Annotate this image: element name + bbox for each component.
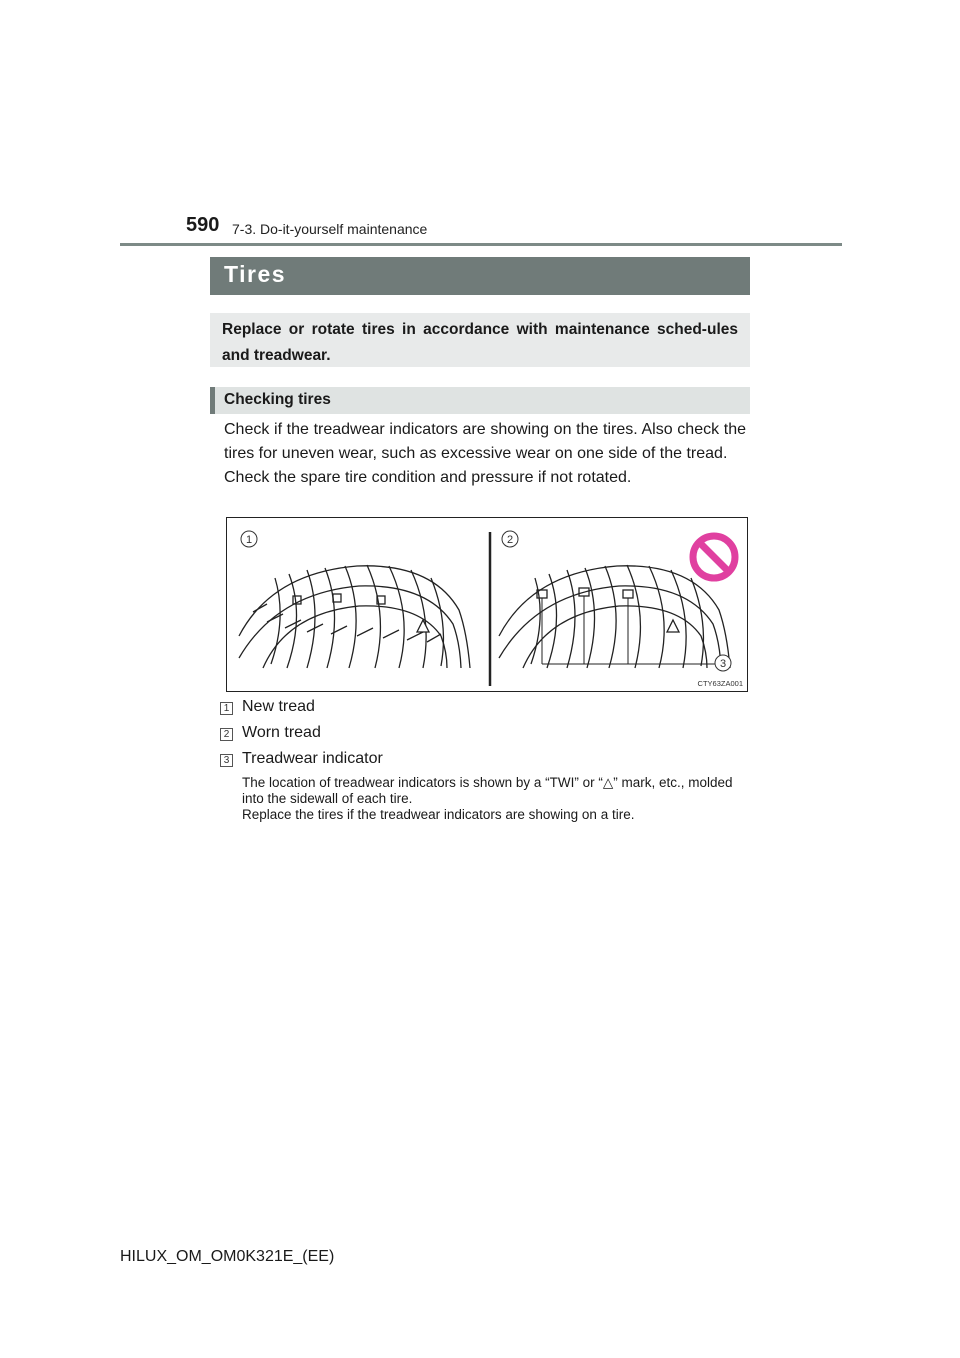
legend-item: [220, 694, 383, 720]
title-bar: [210, 257, 750, 295]
legend-item: [220, 720, 383, 746]
legend-item: [220, 746, 383, 772]
document-code: HILUX_OM_OM0K321E_(EE): [120, 1248, 335, 1265]
note-paragraph: The location of treadwear indicators is shown by a “TWI” or “△” mark, etc., molded into the sidewall of each tire.: [242, 775, 733, 806]
tire-illustration: [226, 517, 748, 692]
legend-number: 3: [220, 754, 233, 767]
header-divider: [120, 243, 842, 246]
legend-text: New tread: [242, 698, 315, 715]
figure-legend: [220, 694, 383, 772]
intro-text: Replace or rotate tires in accordance with maintenance sched-ules and treadwear.: [222, 321, 738, 364]
page-number: 590: [186, 214, 220, 236]
subheading: Checking tires: [224, 391, 331, 408]
callout-2: [502, 531, 518, 547]
section-breadcrumb: 7-3. Do-it-yourself maintenance: [232, 221, 428, 237]
note-paragraph: Replace the tires if the treadwear indicators are showing on a tire.: [242, 807, 635, 822]
page-title: Tires: [224, 261, 287, 287]
intro-box: [210, 313, 750, 367]
body-paragraph: Check the spare tire condition and pressure if not rotated.: [224, 469, 632, 486]
prohibited-icon: [693, 536, 735, 578]
body-paragraph: Check if the treadwear indicators are showing on the tires. Also check the tires for uneven wear, such as excessive wear on one side of the tread.: [224, 421, 746, 462]
callout-2-label: 2: [506, 534, 514, 546]
indicator-note: [242, 775, 746, 823]
new-tire: [239, 565, 470, 668]
worn-tire: [499, 565, 730, 668]
subheading-accent: [210, 387, 215, 414]
legend-text: Treadwear indicator: [242, 750, 383, 767]
legend-number: 1: [220, 702, 233, 715]
legend-number: 2: [220, 728, 233, 741]
body-text: [224, 418, 746, 490]
tire-drawing: [227, 518, 747, 691]
callout-3-label: 3: [719, 658, 727, 670]
legend-text: Worn tread: [242, 724, 321, 741]
callout-3: [715, 655, 731, 671]
callout-1-label: 1: [245, 534, 253, 546]
figure-code: CTY63ZA001: [697, 679, 743, 688]
callout-1: [241, 531, 257, 547]
subheading-bar: [210, 387, 750, 414]
